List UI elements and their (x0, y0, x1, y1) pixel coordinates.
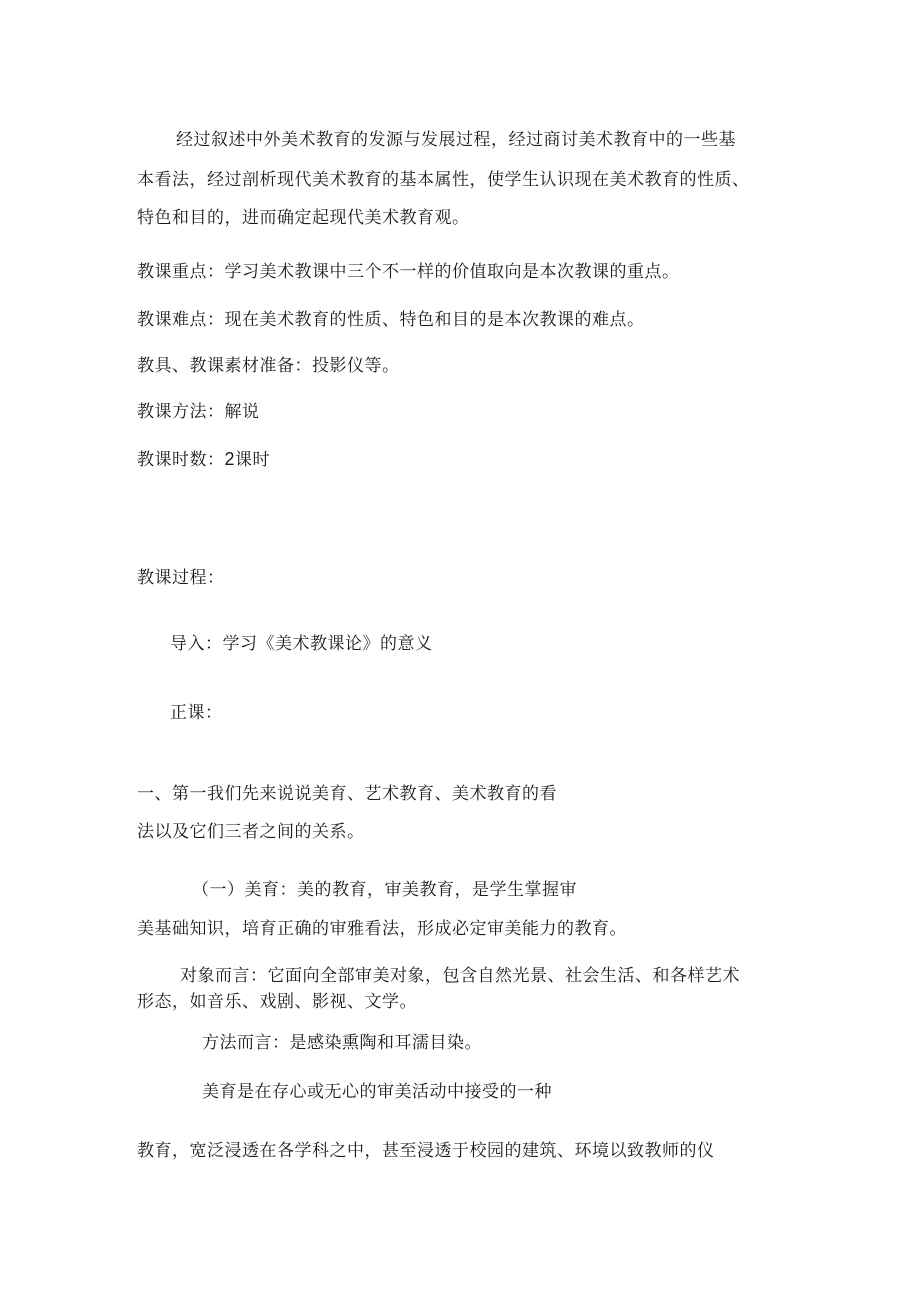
approach: 方法而言：是感染熏陶和耳濡目染。 (202, 1033, 482, 1053)
lead-in: 导入：学习《美术教课论》的意义 (170, 634, 433, 654)
key-point: 教课重点：学习美术教课中三个不一样的价值取向是本次教课的重点。 (137, 262, 680, 282)
intro-line-1: 经过叙述中外美术教育的发源与发展过程，经过商讨美术教育中的一些基 (176, 130, 736, 150)
hours-number: 2 (224, 449, 236, 469)
materials: 教具、教课素材准备：投影仪等。 (137, 356, 400, 376)
section1-line-1: 一、第一我们先来说说美育、艺术教育、美术教育的看 (137, 784, 557, 804)
object-line-1: 对象而言：它面向全部审美对象，包含自然光景、社会生活、和各样艺术 (180, 966, 740, 986)
aesthetic-nature-line-2: 教育，宽泛浸透在各学科之中，甚至浸透于校园的建筑、环境以致教师的仪 (137, 1141, 715, 1161)
hours (137, 449, 270, 470)
aesthetic-line-1: （一）美育：美的教育，审美教育，是学生掌握审 (192, 880, 577, 900)
intro-line-2: 本看法，经过剖析现代美术教育的基本属性，使学生认识现在美术教育的性质、 (137, 170, 750, 190)
section1-line-2: 法以及它们三者之间的关系。 (137, 822, 365, 842)
main-lesson: 正课： (170, 703, 223, 723)
object-line-2: 形态，如音乐、戏剧、影视、文学。 (137, 992, 417, 1012)
difficulty: 教课难点：现在美术教育的性质、特色和目的是本次教课的难点。 (137, 310, 645, 330)
hours-label: 教课时数： (137, 450, 225, 470)
process-title: 教课过程： (137, 568, 225, 588)
intro-line-3: 特色和目的，进而确定起现代美术教育观。 (137, 208, 470, 228)
hours-unit: 课时 (235, 450, 271, 470)
aesthetic-line-2: 美基础知识，培育正确的审雅看法，形成必定审美能力的教育。 (137, 919, 627, 939)
method: 教课方法：解说 (137, 402, 260, 422)
aesthetic-nature-line-1: 美育是在存心或无心的审美活动中接受的一种 (202, 1082, 552, 1102)
